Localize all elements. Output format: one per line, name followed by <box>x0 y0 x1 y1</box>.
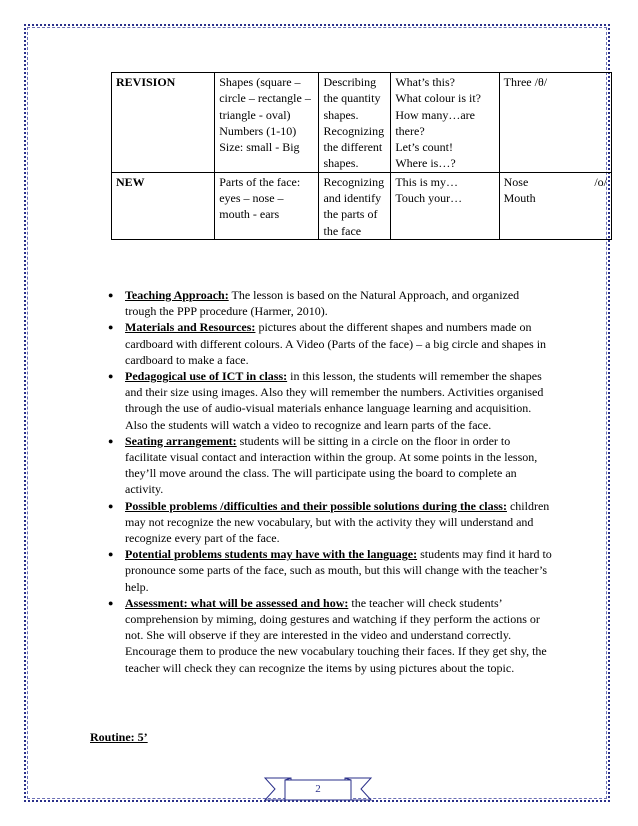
cell-line: mouth - ears <box>219 207 280 222</box>
stage-cell: REVISION <box>112 73 215 173</box>
cell-line: Numbers (1-10) <box>219 123 297 138</box>
item-text: students may find it hard to pronounce some parts of the face, such as mouth, but this will change with the teacher’s help. <box>125 547 552 594</box>
cell-line: circle – rectangle – <box>219 91 311 106</box>
cell-line: What colour is it? <box>395 91 481 106</box>
cell-line: Describing <box>323 75 377 89</box>
item-text: in this lesson, the students will remember the shapes and their size using images. Also they will remember the numbers. Activities organised through the use of audio-visual materials enhance language learning and acquisition. Also the students will watch a video to recognize and learn parts of the face. <box>125 369 544 432</box>
item-label: Materials and Resources: <box>125 320 256 335</box>
cell-line: eyes – nose – <box>219 191 284 206</box>
cell-line: shapes. <box>323 107 359 122</box>
language-cell <box>391 73 499 173</box>
item-text: The lesson is based on the Natural Approach, and organized trough the PPP procedure (Harmer, 2010). <box>125 288 520 319</box>
page-number-ribbon <box>263 776 373 802</box>
pronunciation-cell <box>499 172 611 239</box>
list-item <box>108 546 553 595</box>
pronunciation-sound: /θ/ <box>534 75 548 89</box>
cell-line: Recognizing <box>323 123 385 138</box>
cell-line: Let’s count! <box>395 140 453 155</box>
pronunciation-cell <box>499 73 611 173</box>
pronunciation-sound: /o/ <box>594 174 607 189</box>
cell-line: Recognizing <box>323 174 385 189</box>
list-item <box>108 287 553 319</box>
cell-line: there? <box>395 123 425 138</box>
lesson-plan-table <box>111 72 612 240</box>
item-label: Potential problems students may have with the language: <box>125 547 418 562</box>
item-label: Teaching Approach: <box>125 288 229 302</box>
item-label: Possible problems /difficulties and their possible solutions during the class: <box>125 498 507 513</box>
cell-line: This is my… <box>395 174 459 189</box>
cell-line: triangle - oval) <box>219 107 291 122</box>
pronunciation-line <box>504 74 607 90</box>
cell-line: Where is…? <box>395 156 456 171</box>
list-item <box>108 595 553 676</box>
list-item <box>108 433 553 498</box>
routine-heading: Routine: 5’ <box>90 730 148 744</box>
cell-line: How many…are <box>395 107 475 122</box>
item-text: pictures about the different shapes and numbers made on cardboard with different colours. A Video (Parts of the face) – a big circle and shapes in cardboard to make a face. <box>125 320 547 367</box>
cell-line: shapes. <box>323 156 359 171</box>
language-cell <box>391 172 499 239</box>
cell-line: the different <box>323 140 383 155</box>
cell-line: the quantity <box>323 91 381 106</box>
list-item <box>108 319 553 368</box>
cell-line: Shapes (square – <box>219 75 301 89</box>
table-row-new <box>112 172 612 239</box>
skill-cell <box>319 172 391 239</box>
list-item <box>108 498 553 547</box>
item-text: the teacher will check students’ comprehension by miming, doing gestures and watching if they perform the actions or not. She will observe if they are interested in the video and understand correctly. Encourage them to produce the new vocabulary touching their faces. If they get shy, the teacher will check they can recognize the items by using pictures about the topic. <box>125 595 547 675</box>
pronunciation-word: Nose <box>503 174 529 189</box>
skill-cell <box>319 73 391 173</box>
page-number: 2 <box>315 783 321 795</box>
cell-line: Touch your… <box>395 191 463 206</box>
pronunciation-word: Three <box>503 75 532 89</box>
cell-line: the parts of <box>323 207 378 222</box>
cell-line: Parts of the face: <box>219 174 301 189</box>
item-label: Seating arrangement: <box>125 433 237 448</box>
item-label: Assessment: what will be assessed and how: <box>125 595 349 610</box>
cell-line: the face <box>323 223 362 238</box>
cell-line: What’s this? <box>395 75 455 89</box>
item-label: Pedagogical use of ICT in class: <box>125 369 288 384</box>
table-row-revision <box>112 73 612 173</box>
item-text: students will be sitting in a circle on the floor in order to facilitate visual contact and interaction within the group. At some points in the lesson, they’ll move around the class. The will participate using the board to complete an activity. <box>125 433 538 497</box>
item-text: children may not recognize the new vocabulary, but with the activity they will understand and recognize every part of the face. <box>125 498 550 546</box>
stage-cell: NEW <box>112 172 215 239</box>
content-cell <box>215 172 319 239</box>
lesson-details-list <box>108 287 553 676</box>
cell-line: and identify <box>323 191 382 206</box>
pronunciation-word: Mouth <box>503 191 536 206</box>
pronunciation-line <box>504 174 607 190</box>
content-cell <box>215 73 319 173</box>
cell-line: Size: small - Big <box>219 140 300 155</box>
list-item <box>108 368 553 433</box>
